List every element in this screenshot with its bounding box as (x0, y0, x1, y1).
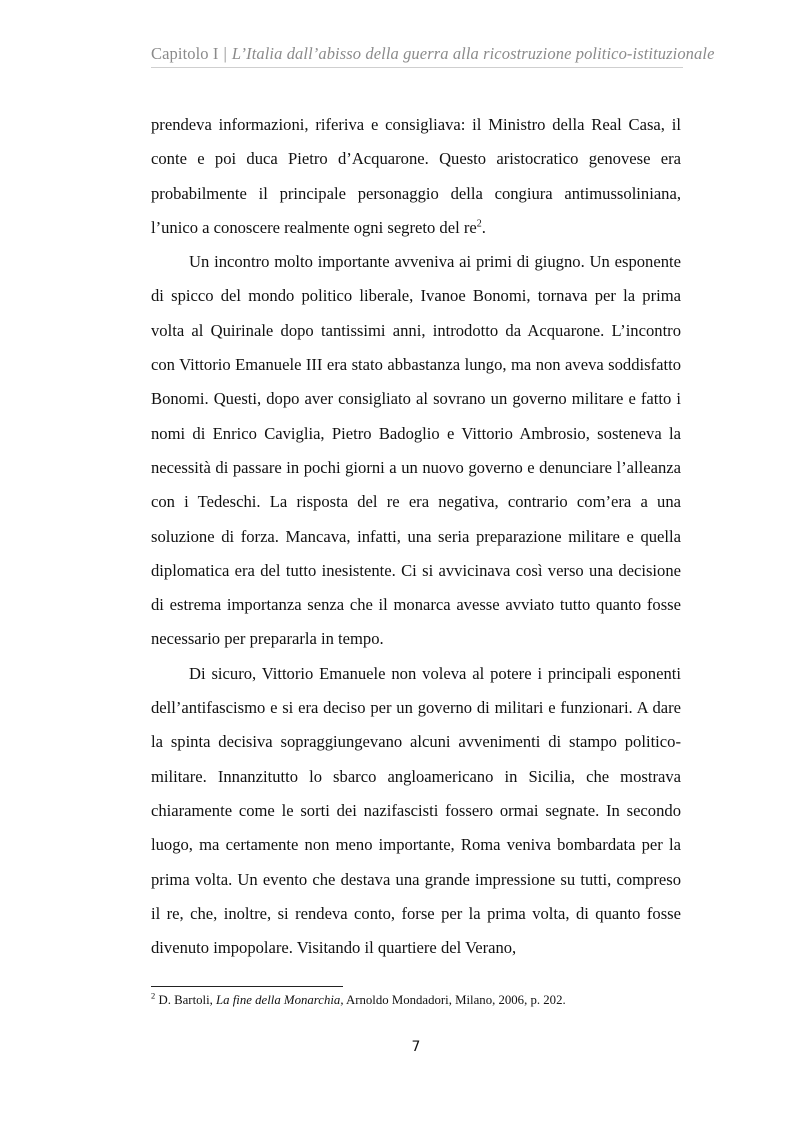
footnote-rule (151, 986, 343, 987)
footnote-number: 2 (151, 990, 156, 1001)
footnote-book-title: La fine della Monarchia, (216, 993, 344, 1007)
footnote-author: D. Bartoli, (155, 993, 217, 1007)
paragraph-3: Di sicuro, Vittorio Emanuele non voleva al potere i principali esponenti dell’antifascismo e si era deciso per un governo di militari e funzionari. A dare la spinta decisiva sopraggiungevano alcuni avvenimenti di stampo politico-militare. Innanzitutto lo sbarco angloamericano in Sicilia, che mostrava chiaramente come le sorti dei nazifascisti fossero ormai segnate. In secondo luogo, ma certamente non meno importante, Roma veniva bombardata per la prima volta. Un evento che destava una grande impressione su tutti, compreso il re, che, inoltre, si rendeva conto, forse per la prima volta, di quanto fosse divenuto impopolare. Visitando il quartiere del Verano, (151, 663, 681, 958)
footnote (151, 992, 681, 1008)
footnote-reference[interactable]: 2 (476, 218, 482, 230)
running-header (151, 44, 715, 64)
paragraph-1-text: prendeva informazioni, riferiva e consigliava: il Ministro della Real Casa, il conte e poi duca Pietro d’Acquarone. Questo aristocratico genovese era probabilmente il principale personaggio della congiura antimussoliniana, l’unico a conoscere realmente ogni segreto del re (151, 115, 681, 237)
paragraph-1-end: . (481, 217, 486, 237)
chapter-label: Capitolo I (151, 44, 219, 63)
header-separator: | (223, 44, 227, 63)
page-number: 7 (411, 1039, 421, 1055)
main-text (151, 108, 681, 965)
footnote-details: Arnoldo Mondadori, Milano, 2006, p. 202. (343, 993, 566, 1007)
chapter-title: L’Italia dall’abisso della guerra alla ricostruzione politico-istituzionale (231, 44, 715, 63)
paragraph-2: Un incontro molto importante avveniva ai primi di giugno. Un esponente di spicco del mondo politico liberale, Ivanoe Bonomi, tornava per la prima volta al Quirinale dopo tantissimi anni, introdotto da Acquarone. L’incontro con Vittorio Emanuele III era stato abbastanza lungo, ma non aveva soddisfatto Bonomi. Questi, dopo aver consigliato al sovrano un governo militare e fatto i nomi di Enrico Caviglia, Pietro Badoglio e Vittorio Ambrosio, sosteneva la necessità di passare in pochi giorni a un nuovo governo e denunciare l’alleanza con i Tedeschi. La risposta del re era negativa, contrario com’era a una soluzione di forza. Mancava, infatti, una seria preparazione militare e quella diplomatica era del tutto inesistente. Ci si avvicinava così verso una decisione di estrema importanza senza che il monarca avesse avviato tutto quanto fosse necessario per prepararla in tempo. (151, 252, 681, 649)
header-rule (151, 67, 683, 68)
paragraph-1 (151, 108, 681, 245)
